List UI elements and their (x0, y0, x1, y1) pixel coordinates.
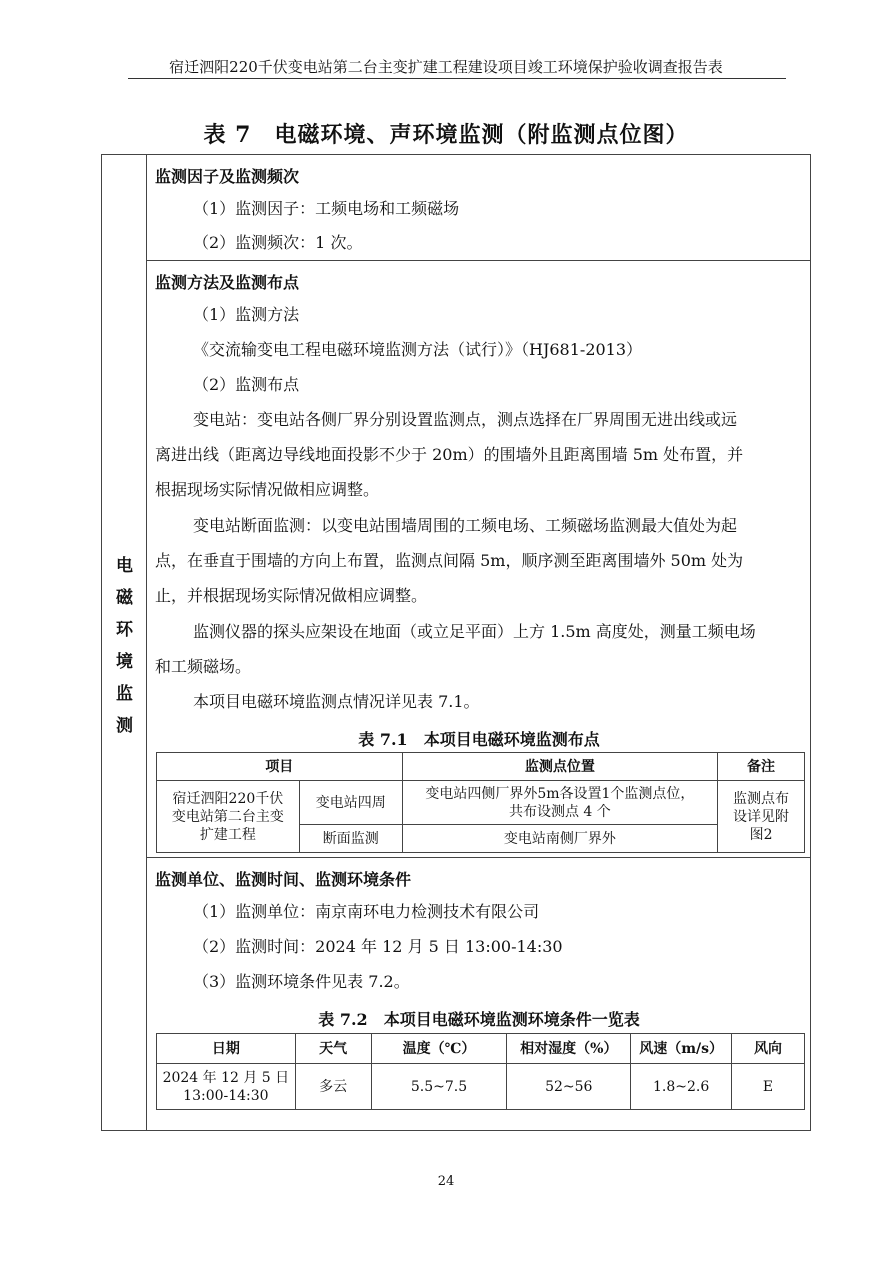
temperature-cell: 5.5~7.5 (371, 1064, 507, 1110)
main-table (101, 154, 811, 1131)
cell-line: 监测点布 (733, 790, 790, 807)
header-cell: 天气 (295, 1034, 371, 1064)
weather-cell: 多云 (295, 1064, 371, 1110)
section-heading: 监测因子及监测频次 (155, 167, 300, 186)
position-cell: 变电站南侧厂界外 (402, 825, 717, 853)
cell-line: 宿迁泗阳220千伏 (172, 790, 284, 807)
note-cell (718, 781, 805, 853)
text-line: （1）监测单位：南京南环电力检测技术有限公司 (193, 902, 540, 921)
section-heading: 监测单位、监测时间、监测环境条件 (155, 870, 412, 889)
page-number: 24 (437, 1174, 455, 1189)
text-line: 根据现场实际情况做相应调整。 (155, 480, 380, 499)
text-line: 点，在垂直于围墙的方向上布置，监测点间隔 5m，顺序测至距离围墙外 50m 处为 (155, 551, 744, 570)
type-cell: 断面监测 (299, 825, 402, 853)
text-line: （2）监测频次：1 次。 (193, 233, 363, 252)
section-conditions (147, 857, 811, 1131)
side-char: 测 (116, 716, 133, 736)
position-cell (402, 781, 717, 825)
text-line: 离进出线（距离边导线地面投影不少于 20m）的围墙外且距离围墙 5m 处布置，并 (155, 445, 744, 464)
text-line: 变电站：变电站各侧厂界分别设置监测点，测点选择在厂界周围无进出线或远 (193, 410, 738, 429)
section-heading: 监测方法及监测布点 (155, 273, 300, 292)
text-line: （1）监测因子：工频电场和工频磁场 (193, 199, 460, 218)
date-cell (157, 1064, 296, 1110)
environment-conditions-table (156, 1033, 805, 1110)
page-title: 表 7 电磁环境、声环境监测（附监测点位图） (203, 122, 689, 148)
wind-direction-cell: E (732, 1064, 805, 1110)
header-cell: 风速（m/s） (631, 1034, 732, 1064)
table-header-row (157, 1034, 805, 1064)
text-line: （1）监测方法 (193, 305, 300, 324)
text-line: （3）监测环境条件见表 7.2。 (193, 972, 410, 991)
cell-line: 2024 年 12 月 5 日 (162, 1069, 290, 1086)
type-cell: 变电站四周 (299, 781, 402, 825)
side-char: 磁 (116, 588, 133, 608)
header-cell: 项目 (157, 753, 403, 781)
cell-line: 设详见附 (733, 808, 790, 825)
table-row (157, 1064, 805, 1110)
text-line: 本项目电磁环境监测点情况详见表 7.1。 (193, 692, 480, 711)
text-line: 《交流输变电工程电磁环境监测方法（试行）》（HJ681-2013） (193, 340, 643, 359)
page-header: 宿迁泗阳220千伏变电站第二台主变扩建工程建设项目竣工环境保护验收调查报告表 (169, 58, 723, 76)
header-cell: 日期 (157, 1034, 296, 1064)
wind-speed-cell: 1.8~2.6 (631, 1064, 732, 1110)
text-line: 变电站断面监测：以变电站围墙周围的工频电场、工频磁场监测最大值处为起 (193, 516, 738, 535)
header-cell: 风向 (732, 1034, 805, 1064)
humidity-cell: 52~56 (507, 1064, 631, 1110)
section-methods (147, 260, 811, 857)
table-title: 表 7.2 本项目电磁环境监测环境条件一览表 (318, 1010, 640, 1029)
table-header-row (157, 753, 805, 781)
header-cell: 温度（℃） (371, 1034, 507, 1064)
monitoring-points-table (156, 752, 805, 853)
header-cell: 相对湿度（%） (507, 1034, 631, 1064)
section-factors (147, 155, 811, 260)
cell-line: 图2 (749, 826, 773, 843)
text-line: （2）监测时间：2024 年 12 月 5 日 13:00-14:30 (193, 937, 563, 956)
cell-line: 扩建工程 (199, 826, 256, 843)
side-char: 境 (116, 652, 133, 672)
text-line: 止，并根据现场实际情况做相应调整。 (155, 586, 428, 605)
text-line: 监测仪器的探头应架设在地面（或立足平面）上方 1.5m 高度处，测量工频电场 (193, 622, 756, 641)
cell-line: 变电站第二台主变 (171, 808, 284, 825)
text-line: （2）监测布点 (193, 375, 300, 394)
cell-line: 13:00-14:30 (183, 1087, 269, 1104)
table-row (157, 781, 805, 825)
text-line: 和工频磁场。 (155, 657, 252, 676)
cell-line: 变电站四侧厂界外5m各设置1个监测点位， (425, 785, 695, 802)
side-char: 环 (116, 620, 133, 640)
side-label (102, 550, 147, 742)
side-column (102, 155, 147, 1130)
table-title: 表 7.1 本项目电磁环境监测布点 (358, 730, 600, 749)
project-cell (157, 781, 300, 853)
cell-line: 共布设测点 4 个 (508, 803, 611, 820)
header-cell: 监测点位置 (402, 753, 717, 781)
header-cell: 备注 (718, 753, 805, 781)
side-char: 电 (116, 556, 133, 576)
side-char: 监 (116, 684, 133, 704)
header-rule (128, 78, 786, 79)
